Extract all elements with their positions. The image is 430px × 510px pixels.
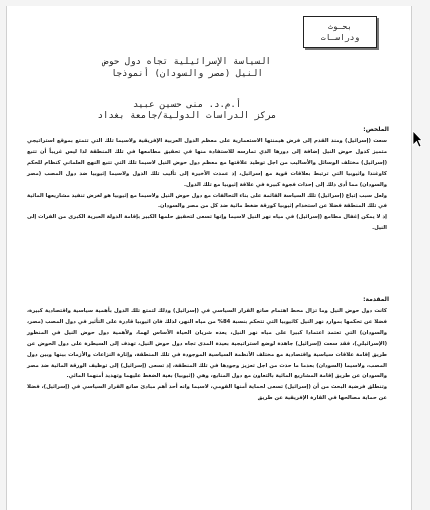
- introduction-paragraph-2: وتنطلق فرضية البحث من أن (إسرائيل) تسعى لحماية أمنها القومي، لاسيما وانه أحد أهم مبادئ صانع القرار السياسي في (إسرائيل)، فضلا عن حماية مصالحها في القارة الإفريقية عن طريق: [27, 384, 387, 402]
- abstract-paragraph-3: إذ لا يمكن إغفال مطامع (إسرائيل) في مياه نهر النيل لاسيما وإنها تسعى لتحقيق حلمها الكبير بإقامة الدولة العبرية الكبرى من الفرات إلى النيل.: [27, 214, 387, 232]
- introduction-heading: المقدمة:: [363, 296, 389, 303]
- mouse-pointer-icon: [412, 130, 422, 148]
- abstract-body: [27, 136, 387, 234]
- author-name: أ.م.د. منى حسين عبيد: [132, 100, 242, 110]
- abstract-paragraph-2: ولعل سبب إتباع (إسرائيل) تلك السياسة القائمة على بناء التحالفات مع دول حوض النيل ولاسيما مع إثيوبيا هو لغرض تنفيذ مشاريعها المائية في تلك المنطقة فضلا عن استخدام إثيوبيا كورقة ضغط مائية ضد كل من مصر والسودان.: [27, 192, 387, 210]
- author-affiliation: مركز الدراسات الدولية/جامعة بغداد: [97, 111, 277, 121]
- introduction-paragraph-1: كانت دول حوض النيل وما تزال محط اهتمام صانع القرار السياسي في (إسرائيل) وذلك لتمتع تلك الدول بأهمية سياسية واقتصادية كبيرة، فضلا عن تحكمها بموارد نهر النيل كاثيوبيا التي تتحكم بنسبة 84% من مياه النهر، لذلك فان اثيوبيا قادرة على التأثير في دول المصب (مصر، والسودان) التي تعتمد اعتمادا كبيرا على مياه نهر النيل، يعده شريان الحياة الأساس لهما، ولأهمية دول حوض النيل في المنظور (الإسرائيلي)، فقد سعت (إسرائيل) جاهدة لوضع استراتيجية بعيدة المدى تجاه دول حوض النيل، تهدف إلى السيطرة على دول الحوض عن طريق إقامة علاقات سياسية واقتصادية مع مختلف الأنظمة السياسية الموجودة في تلك المنطقة، وإثارة النزاعات والأزمات بينها وبين دول المصب، ولاسيما (السودان) بعدما ما حدث من اجل تعزيز وجودها في تلك المنطقة، إذ تسعى (إسرائيل) إلى توظيف الورقة المائية ضد مصر والسودان عن طريق إقامة المشاريع المائية بالتعاون مع دول المنابع، وهي (إثيوبيا) بغية الضغط عليهما وتهديد أمنهما المائي.: [27, 308, 387, 380]
- section-label-box: [303, 16, 377, 48]
- article-title: [67, 56, 307, 80]
- section-label-line-2: ودراسـات: [320, 33, 360, 42]
- section-label-line-1: بحـوث: [327, 22, 353, 31]
- introduction-body: [27, 306, 387, 404]
- document-page: [6, 6, 412, 510]
- abstract-heading: الملخص:: [363, 126, 389, 133]
- author-block: [67, 100, 307, 122]
- article-title-line-1: السياسة الإسرائيلية تجاه دول حوض: [103, 57, 271, 67]
- abstract-paragraph-1: سعت (إسرائيل) ومنذ القدم إلى فرض هيمنتها الاستعمارية على معظم الدول العربية الإفريقية ولاسيما تلك التي تتمتع بموقع استراتيجي متميز كدول حوض النيل إضافة إلى دورها الذي تمارسه للاستفادة منها في تحقيق مطامعها في تلك المنطقة لذا ليس غريباً أن تتبع (إسرائيل) مختلف الوسائل والأساليب من اجل توطيد علاقتها مع معظم دول حوض النيل لاسيما تلك التي تتبع النهج العلماني كنظام للحكم كاوغندا واثيوبيا التي ترتبط بعلاقات قوية مع إسرائيل، إذ عمدت الأخيرة إلى تأليب تلك الدول ولاسيما إثيوبيا ضد دول المصب (مصر والسودان) مما أدى ذلك إلى إحداث فجوة كبيرة في علاقة إثيوبيا مع تلك الدول.: [27, 138, 387, 188]
- article-title-line-2: النيل (مصر والسودان) أنموذجا: [111, 69, 263, 79]
